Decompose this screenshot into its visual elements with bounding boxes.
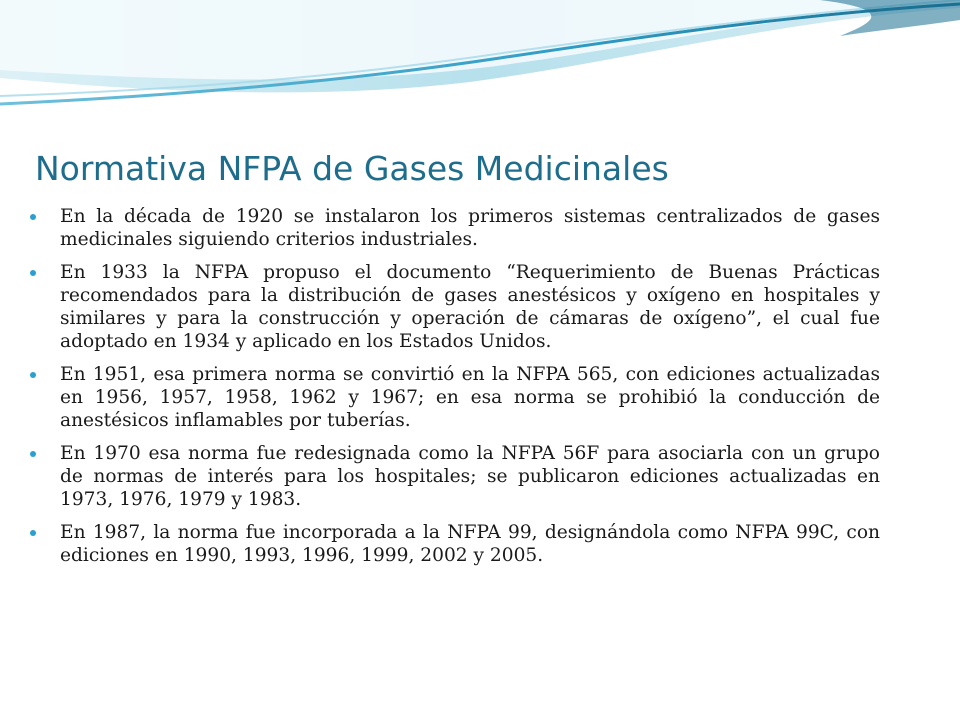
bullet-text: En 1987, la norma fue incorporada a la NFPA 99, designándola como NFPA 99C, con ediciones en 1990, 1993, 1996, 1999, 2002 y 2005.	[60, 522, 880, 566]
bullet-dot-icon	[30, 270, 36, 276]
header-wave-decoration	[0, 0, 960, 120]
bullet-item	[60, 363, 880, 432]
wave-band-white	[0, 0, 960, 80]
bullet-dot-icon	[30, 372, 36, 378]
bullet-text: En 1970 esa norma fue redesignada como la NFPA 56F para asociarla con un grupo de normas de interés para los hospitales; se publicaron ediciones actualizadas en 1973, 1976, 1979 y 1983.	[60, 443, 880, 510]
bullet-text: En la década de 1920 se instalaron los primeros sistemas centralizados de gases medicinales siguiendo criterios industriales.	[60, 206, 880, 250]
slide-title: Normativa NFPA de Gases Medicinales	[35, 149, 669, 188]
bullet-dot-icon	[30, 530, 36, 536]
bullet-item	[60, 521, 880, 567]
bullet-text: En 1951, esa primera norma se convirtió en la NFPA 565, con ediciones actualizadas en 1956, 1957, 1958, 1962 y 1967; en esa norma se prohibió la conducción de anestésicos inflamables por tuberías.	[60, 364, 880, 431]
bullet-item	[60, 442, 880, 511]
bullet-item	[60, 261, 880, 353]
bullet-dot-icon	[30, 214, 36, 220]
bullet-list	[60, 205, 880, 577]
bullet-text: En 1933 la NFPA propuso el documento “Requerimiento de Buenas Prácticas recomendados para la distribución de gases anestésicos y oxígeno en hospitales y similares y para la construcción y operación de cámaras de oxígeno”, el cual fue adoptado en 1934 y aplicado en los Estados Unidos.	[60, 262, 880, 352]
bullet-dot-icon	[30, 451, 36, 457]
bullet-item	[60, 205, 880, 251]
